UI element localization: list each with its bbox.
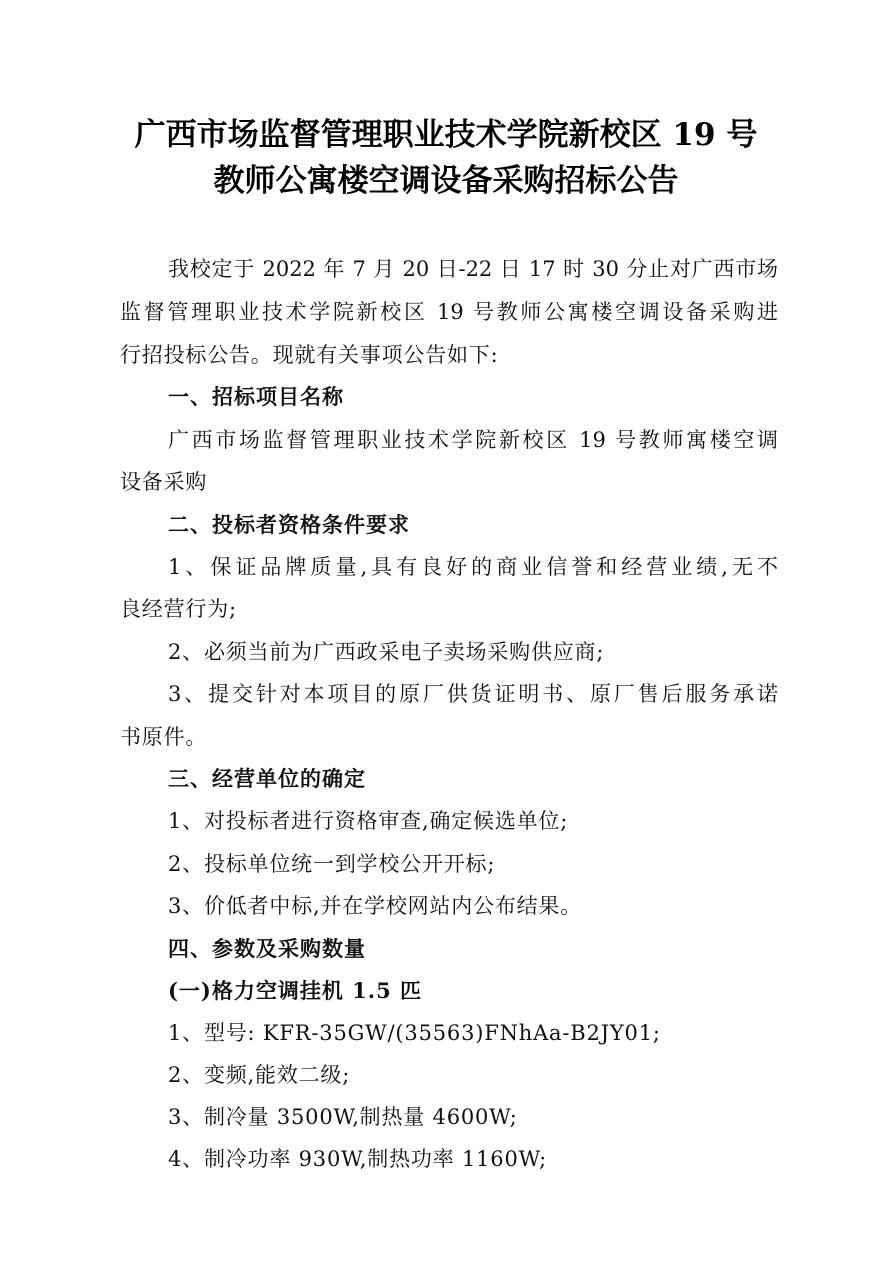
- section-heading-bidder-determination: 三、经营单位的确定: [168, 766, 366, 791]
- determination-item: 2、投标单位统一到学校公开开标;: [168, 852, 496, 876]
- qualification-item: 2、必须当前为广西政采电子卖场采购供应商;: [168, 640, 605, 664]
- document-title-line-1: 广西市场监督管理职业技术学院新校区 19 号: [134, 117, 758, 153]
- intro-paragraph-line: 行招投标公告。现就有关事项公告如下:: [120, 343, 499, 367]
- qualification-item-continued: 书原件。: [120, 725, 208, 749]
- section-heading-parameters: 四、参数及采购数量: [168, 936, 366, 961]
- qualification-item: 1、保证品牌质量,具有良好的商业信誉和经营业绩,无不: [168, 555, 778, 579]
- determination-item: 1、对投标者进行资格审查,确定候选单位;: [168, 809, 569, 833]
- parameter-item: 1、型号: KFR-35GW/(35563)FNhAa-B2JY01;: [168, 1021, 661, 1045]
- parameter-item: 4、制冷功率 930W,制热功率 1160W;: [168, 1147, 548, 1171]
- parameter-item: 2、变频,能效二级;: [168, 1063, 351, 1087]
- subsection-heading-ac-unit: (一)格力空调挂机 1.5 匹: [168, 978, 423, 1003]
- intro-paragraph-line: 监督管理职业技术学院新校区 19 号教师公寓楼空调设备采购进: [120, 300, 778, 324]
- section-heading-project-name: 一、招标项目名称: [168, 384, 344, 409]
- intro-paragraph-line: 我校定于 2022 年 7 月 20 日-22 日 17 时 30 分止对广西市场: [168, 257, 778, 281]
- document-title-line-2: 教师公寓楼空调设备采购招标公告: [213, 163, 679, 199]
- determination-item: 3、价低者中标,并在学校网站内公布结果。: [168, 894, 583, 918]
- parameter-item: 3、制冷量 3500W,制热量 4600W;: [168, 1105, 518, 1129]
- project-name-line: 设备采购: [120, 470, 208, 494]
- section-heading-qualifications: 二、投标者资格条件要求: [168, 512, 410, 537]
- qualification-item: 3、提交针对本项目的原厂供货证明书、原厂售后服务承诺: [168, 682, 778, 706]
- project-name-line: 广西市场监督管理职业技术学院新校区 19 号教师寓楼空调: [168, 428, 778, 452]
- qualification-item-continued: 良经营行为;: [120, 597, 237, 621]
